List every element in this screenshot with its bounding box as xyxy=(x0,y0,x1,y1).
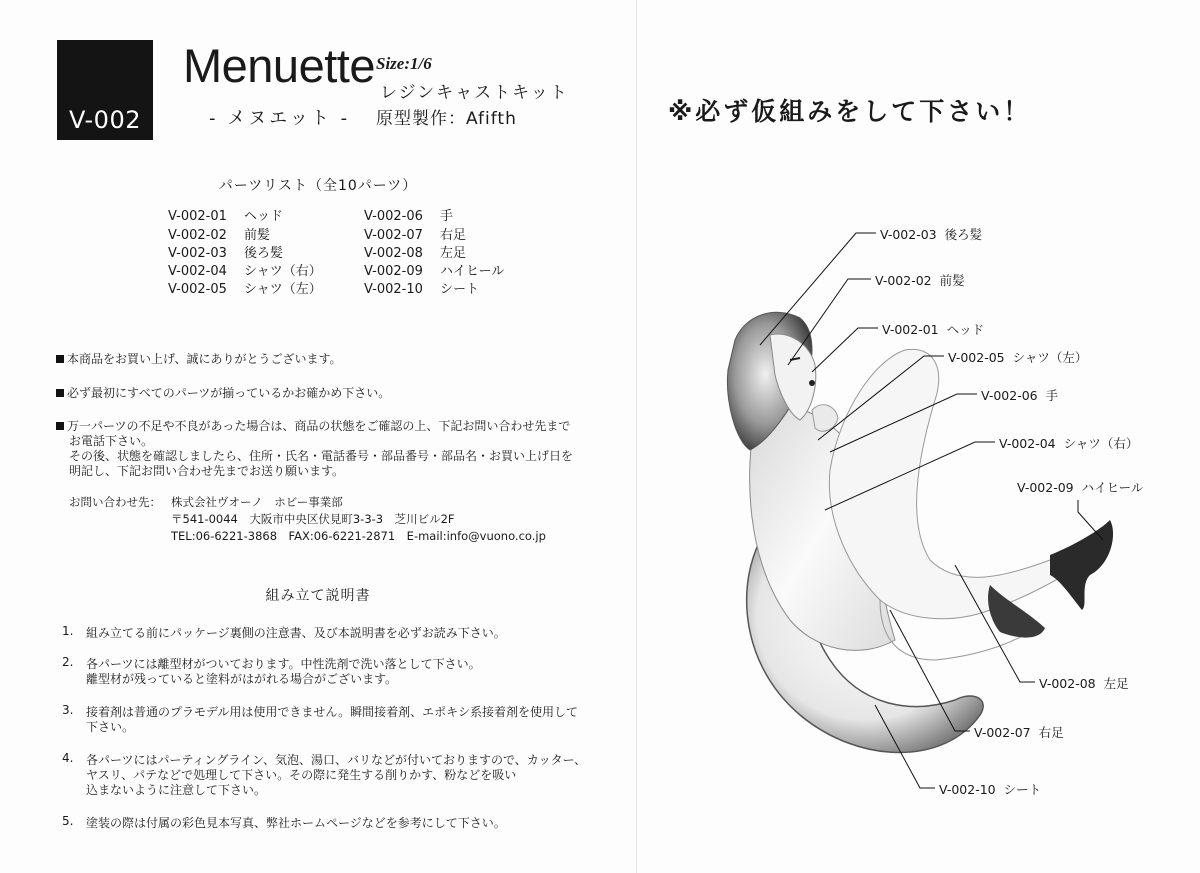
callout-label: V-002-03 後ろ髪 xyxy=(880,227,983,242)
note-defect: 万一パーツの不足や不良があった場合は、商品の状態をご確認の上、下記お問い合わせ先まで xyxy=(56,417,570,434)
part-code: V-002-08 xyxy=(364,246,423,261)
part-name: シャツ（右） xyxy=(244,264,322,279)
part-name: 手 xyxy=(440,209,454,224)
part-code: V-002-07 xyxy=(364,228,423,243)
badge-label: V-002 xyxy=(69,106,141,134)
part-code: V-002-09 xyxy=(364,264,423,279)
part-name: ヘッド xyxy=(244,209,284,224)
step-number: 5. xyxy=(62,814,74,828)
step-text: 塗装の際は付属の彩色見本写真、弊社ホームページなどを参考にして下さい。 xyxy=(86,816,506,830)
callout-label: V-002-05 シャツ（左） xyxy=(948,350,1088,365)
part-name: 右足 xyxy=(440,228,467,243)
step-text: 各パーツにはパーティングライン、気泡、湯口、バリなどが付いておりますので、カッター、 xyxy=(86,753,587,767)
part-code: V-002-05 xyxy=(168,282,227,297)
callout-label: V-002-06 手 xyxy=(981,388,1059,403)
part-code: V-002-03 xyxy=(168,246,227,261)
callout-label: V-002-04 シャツ（右） xyxy=(999,436,1139,451)
part-name: 左足 xyxy=(440,246,467,261)
part-code: V-002-01 xyxy=(168,209,227,224)
contact-company: 株式会社ヴオーノ ホビー事業部 xyxy=(171,495,343,509)
dry-fit-notice: ※必ず仮組みをして下さい！ xyxy=(668,97,1032,126)
part-name: ハイヒール xyxy=(440,264,505,279)
step-number: 1. xyxy=(62,624,74,638)
high-heel-shape xyxy=(1050,520,1113,610)
step-text: 下さい。 xyxy=(86,720,135,734)
note-defect-line: お電話下さい。 xyxy=(69,434,154,448)
step-number: 4. xyxy=(62,751,74,765)
part-code: V-002-10 xyxy=(364,282,423,297)
note-defect-line: 明記し、下記お問い合わせ先までお送り願います。 xyxy=(69,464,345,478)
kit-type: レジンキャストキット xyxy=(380,83,569,103)
callout-label: V-002-07 右足 xyxy=(974,725,1064,740)
callout-label: V-002-10 シート xyxy=(939,782,1042,797)
step-number: 2. xyxy=(62,655,74,669)
step-text: 接着剤は普通のプラモデル用は使用できません。瞬間接着剤、エポキシ系接着剤を使用して xyxy=(86,705,579,719)
step-number: 3. xyxy=(62,703,74,717)
assembly-heading: 組み立て説明書 xyxy=(265,588,371,604)
callout-label: V-002-02 前髪 xyxy=(875,273,965,288)
note-thanks: 本商品をお買い上げ、誠にありがとうございます。 xyxy=(56,350,342,367)
callout-label: V-002-01 ヘッド xyxy=(882,322,985,337)
contact-label: お問い合わせ先： xyxy=(69,495,161,509)
part-code: V-002-02 xyxy=(168,228,227,243)
part-code: V-002-04 xyxy=(168,264,227,279)
parts-list-heading: パーツリスト（全10パーツ） xyxy=(218,178,418,194)
note-check-parts: 必ず最初にすべてのパーツが揃っているかお確かめ下さい。 xyxy=(56,384,390,401)
step-text: 各パーツには離型材がついております。中性洗剤で洗い落として下さい。 xyxy=(86,657,481,671)
product-subtitle: - メヌエット - xyxy=(209,108,351,129)
step-text: ヤスリ、パテなどで処理して下さい。その際に発生する削りかす、粉などを吸い xyxy=(86,768,517,782)
product-title: Menuette xyxy=(183,39,375,92)
contact-address: 〒541-0044 大阪市中央区伏見町3-3-3 芝川ビル2F xyxy=(171,512,455,526)
contact-phone-email: TEL:06-6221-3868 FAX:06-6221-2871 E-mail:info@vuono.co.jp xyxy=(171,529,546,543)
part-code: V-002-06 xyxy=(364,209,423,224)
step-text: 組み立てる前にパッケージ裏側の注意書、及び本説明書を必ずお読み下さい。 xyxy=(86,626,506,640)
note-defect-line: その後、状態を確認しましたら、住所・氏名・電話番号・部品番号・部品名・お買い上げ日を xyxy=(69,449,574,463)
callout-label: V-002-08 左足 xyxy=(1039,676,1129,691)
part-name: シャツ（左） xyxy=(244,282,322,297)
callout-label: V-002-09 ハイヒール xyxy=(1017,480,1144,495)
part-name: シート xyxy=(440,282,480,297)
part-name: 前髪 xyxy=(244,228,271,243)
step-text: 込まないように注意して下さい。 xyxy=(86,783,267,797)
sculptor-credit: 原型製作：Afifth xyxy=(376,109,517,129)
scale-label: Size:1/6 xyxy=(376,54,432,73)
part-name: 後ろ髪 xyxy=(244,246,284,261)
step-text: 離型材が残っていると塗料がはがれる場合がございます。 xyxy=(86,672,398,686)
